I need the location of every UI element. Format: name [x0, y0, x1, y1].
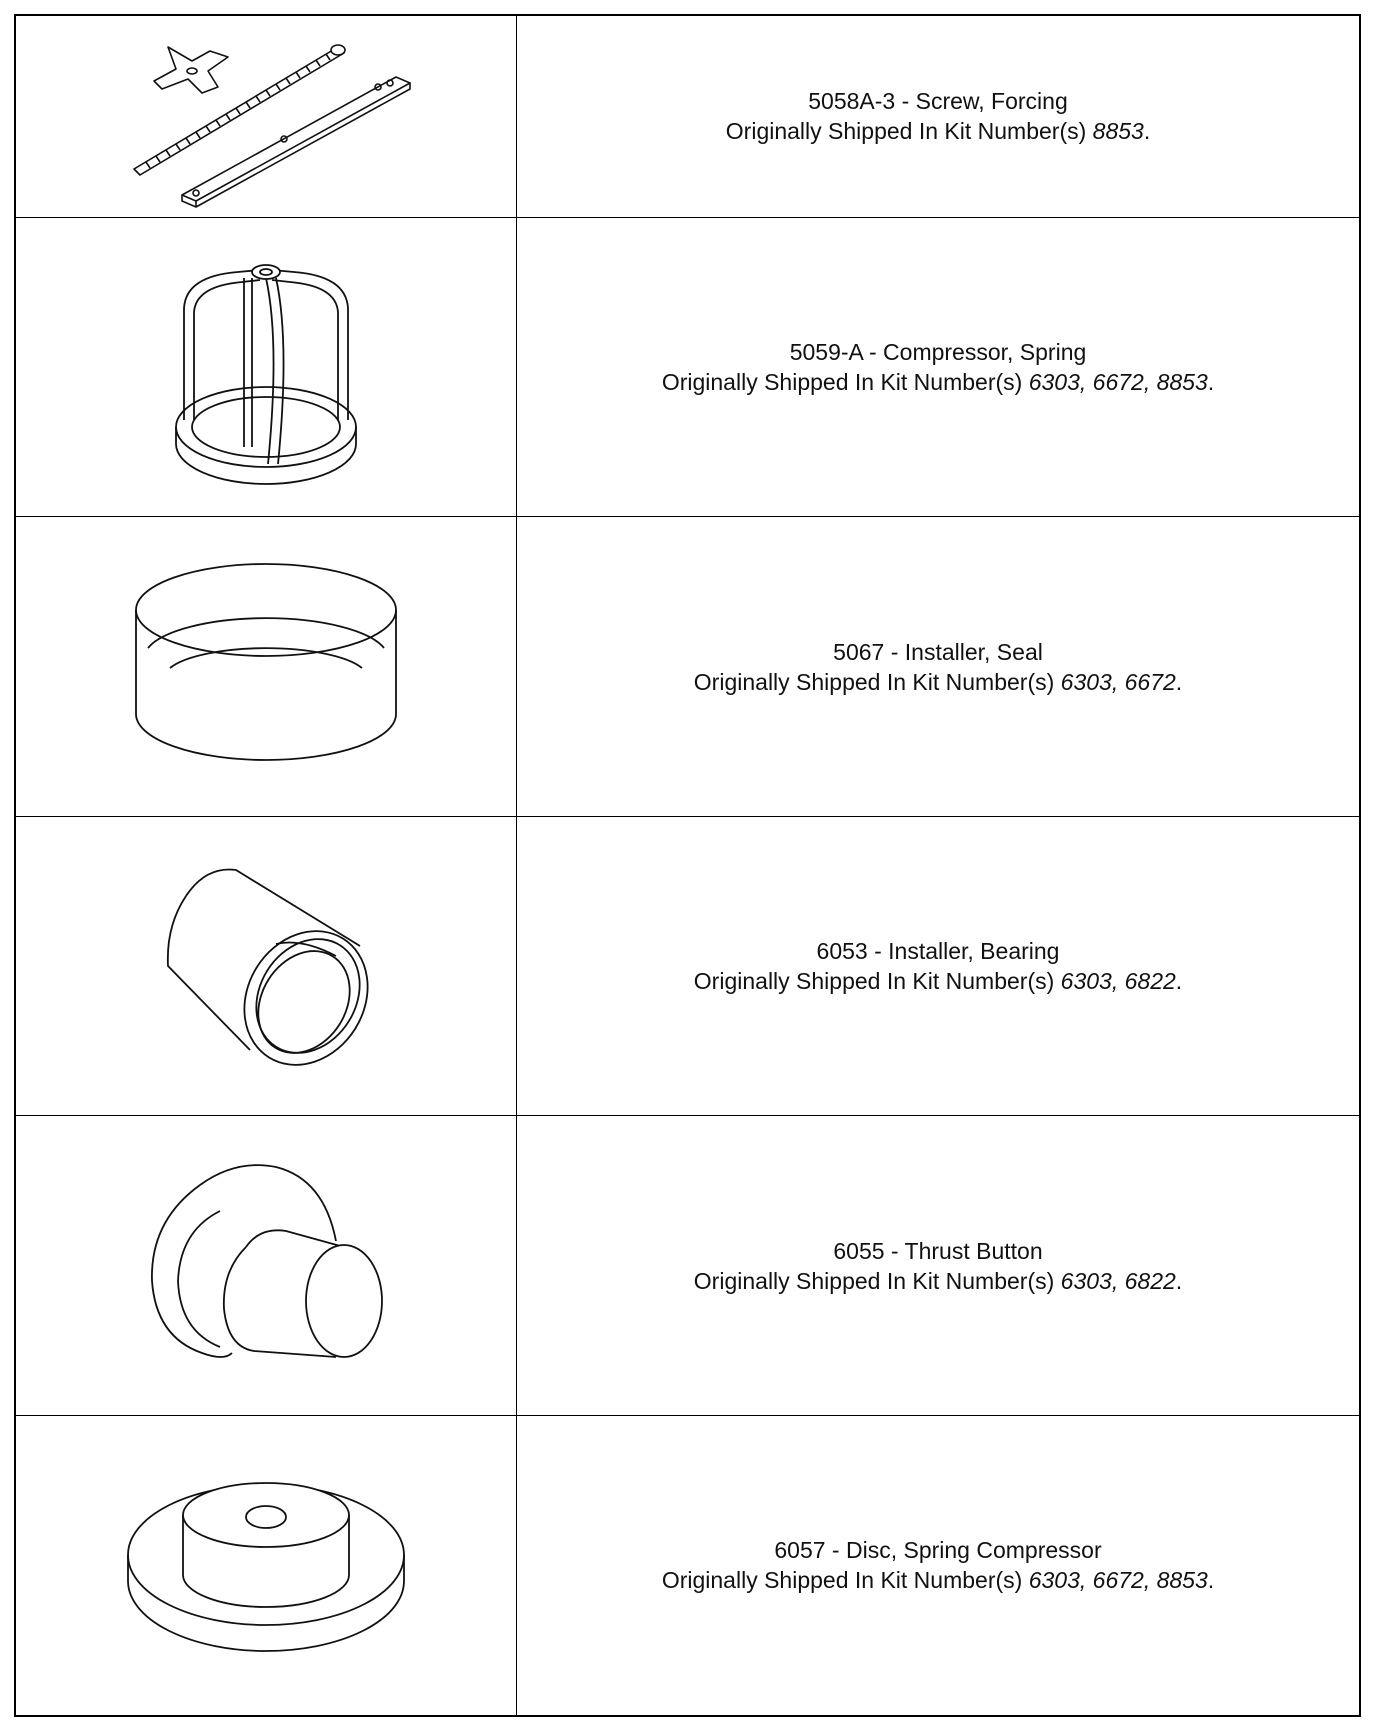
kit-numbers: 6303, 6672, 8853: [1028, 1567, 1208, 1594]
kit-line: [517, 1565, 1359, 1595]
tool-table: [16, 16, 1359, 1715]
kit-numbers: 6303, 6822: [1060, 968, 1176, 995]
table-row: [16, 1116, 1359, 1416]
kit-period: .: [1175, 1267, 1183, 1294]
tool-image-cell: [16, 517, 517, 817]
kit-label: Originally Shipped In Kit Number(s): [661, 369, 1029, 396]
table-row: [16, 16, 1359, 217]
tool-image-cell: [16, 816, 517, 1116]
tool-description-cell: [517, 16, 1360, 217]
tool-image-cell: [16, 1415, 517, 1715]
tool-description-cell: [517, 217, 1360, 517]
kit-period: .: [1175, 968, 1183, 995]
table-row: [16, 217, 1359, 517]
kit-line: [517, 966, 1359, 996]
table-row: [16, 517, 1359, 817]
kit-period: .: [1175, 668, 1183, 695]
kit-numbers: 6303, 6672, 8853: [1028, 369, 1208, 396]
bearing-installer-drawing-icon: [136, 846, 396, 1086]
tool-title: 6057 - Disc, Spring Compressor: [774, 1537, 1102, 1564]
tool-title: 6053 - Installer, Bearing: [816, 938, 1060, 965]
tool-image-cell: [16, 16, 517, 217]
tool-description-cell: [517, 1415, 1360, 1715]
tool-title: 5059-A - Compressor, Spring: [789, 339, 1087, 366]
kit-label: Originally Shipped In Kit Number(s): [693, 1267, 1061, 1294]
tool-description-cell: [517, 517, 1360, 817]
tool-description-cell: [517, 816, 1360, 1116]
table-row: [16, 1415, 1359, 1715]
kit-line: [517, 1266, 1359, 1296]
kit-line: [517, 667, 1359, 697]
tool-description-cell: [517, 1116, 1360, 1416]
spring-compressor-disc-drawing-icon: [121, 1465, 411, 1665]
kit-line: [517, 367, 1359, 397]
thrust-button-drawing-icon: [136, 1151, 396, 1381]
kit-period: .: [1143, 118, 1151, 145]
tool-title: 5067 - Installer, Seal: [833, 638, 1043, 665]
tool-image-cell: [16, 217, 517, 517]
kit-period: .: [1207, 1567, 1215, 1594]
tool-image-cell: [16, 1116, 517, 1416]
kit-label: Originally Shipped In Kit Number(s): [725, 118, 1093, 145]
table-row: [16, 816, 1359, 1116]
kit-label: Originally Shipped In Kit Number(s): [661, 1567, 1029, 1594]
kit-numbers: 6303, 6672: [1060, 668, 1176, 695]
seal-installer-drawing-icon: [126, 552, 406, 782]
kit-label: Originally Shipped In Kit Number(s): [693, 968, 1061, 995]
tool-title: 5058A-3 - Screw, Forcing: [808, 88, 1068, 115]
tool-title: 6055 - Thrust Button: [833, 1237, 1043, 1264]
kit-line: [517, 116, 1359, 146]
kit-numbers: 8853: [1092, 118, 1144, 145]
kit-numbers: 6303, 6822: [1060, 1267, 1176, 1294]
kit-period: .: [1207, 369, 1215, 396]
forcing-screw-tool-drawing-icon: [106, 21, 426, 211]
spring-compressor-drawing-icon: [156, 242, 376, 492]
tool-list-page: [14, 14, 1361, 1717]
kit-label: Originally Shipped In Kit Number(s): [693, 668, 1061, 695]
